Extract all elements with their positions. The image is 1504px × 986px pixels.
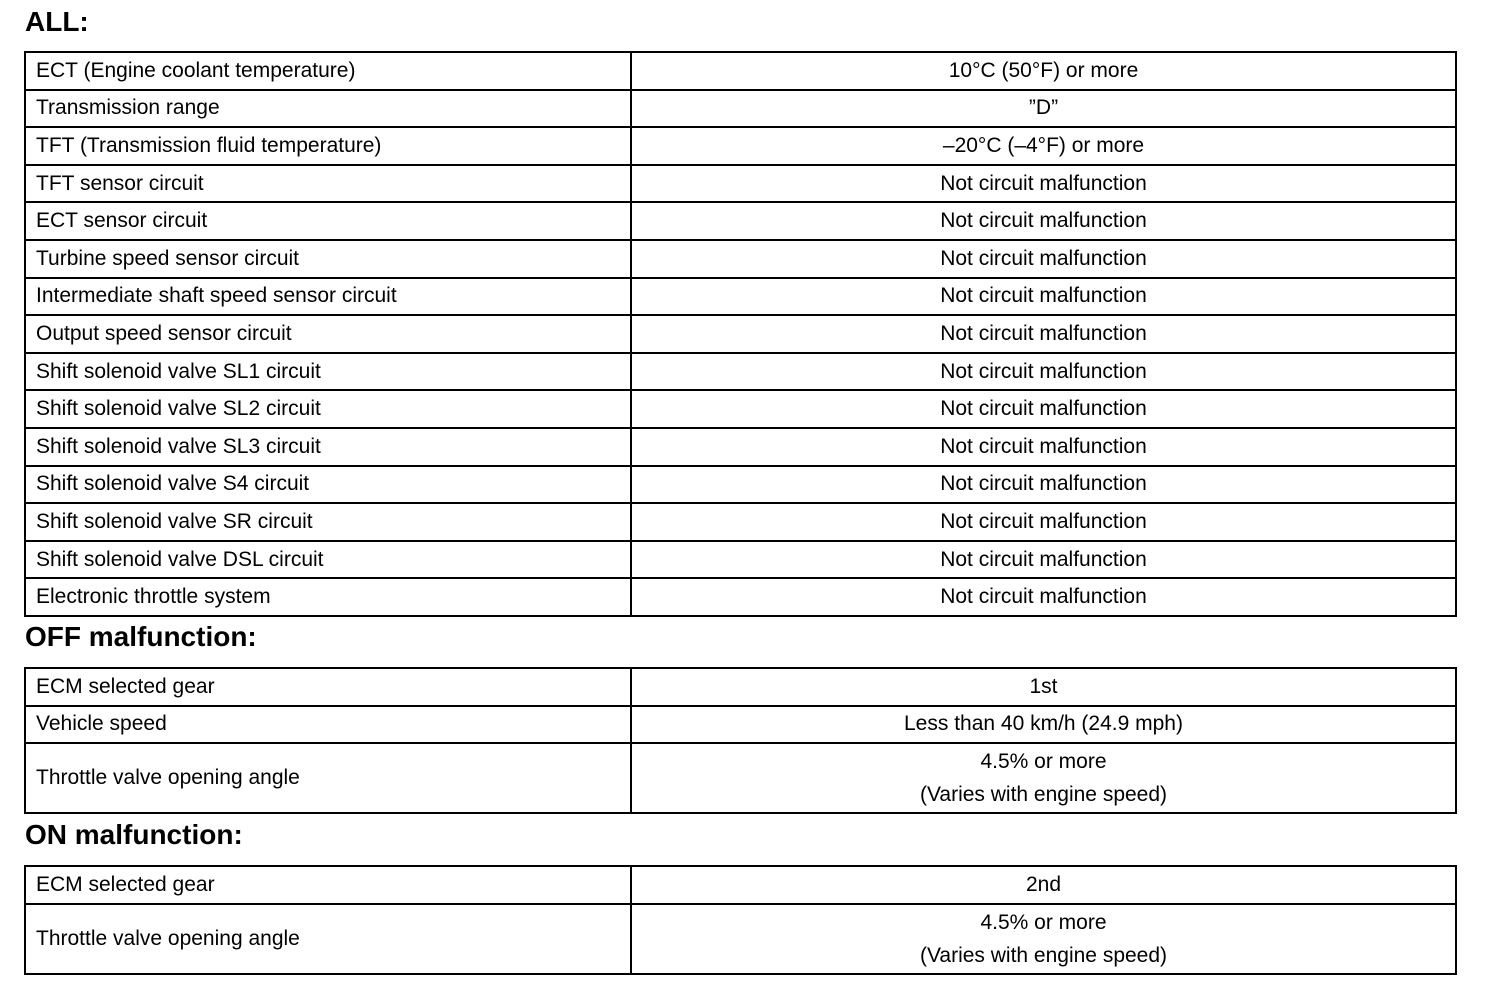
condition-value: Not circuit malfunction [631, 202, 1456, 240]
condition-label: Throttle valve opening angle [25, 904, 631, 974]
condition-value: Not circuit malfunction [631, 541, 1456, 579]
condition-value: 1st [631, 668, 1456, 706]
section-heading-all: ALL: [25, 6, 89, 37]
condition-value: Not circuit malfunction [631, 466, 1456, 504]
condition-label: Shift solenoid valve S4 circuit [25, 466, 631, 504]
condition-value: Less than 40 km/h (24.9 mph) [631, 706, 1456, 744]
condition-value: 10°C (50°F) or more [631, 52, 1456, 90]
condition-value: Not circuit malfunction [631, 315, 1456, 353]
condition-label: ECM selected gear [25, 866, 631, 904]
condition-value: Not circuit malfunction [631, 278, 1456, 316]
condition-value [631, 904, 1456, 974]
condition-label: Intermediate shaft speed sensor circuit [25, 278, 631, 316]
table-row [25, 428, 1456, 466]
condition-value: ”D” [631, 90, 1456, 128]
condition-label: Vehicle speed [25, 706, 631, 744]
condition-value: Not circuit malfunction [631, 353, 1456, 391]
condition-value: Not circuit malfunction [631, 503, 1456, 541]
condition-label: Transmission range [25, 90, 631, 128]
table-row [25, 904, 1456, 974]
on-malfunction-table [24, 865, 1457, 975]
table-row [25, 278, 1456, 316]
table-row [25, 315, 1456, 353]
condition-label: Turbine speed sensor circuit [25, 240, 631, 278]
table-row [25, 743, 1456, 813]
table-row [25, 466, 1456, 504]
table-row [25, 706, 1456, 744]
table-row [25, 866, 1456, 904]
table-row [25, 52, 1456, 90]
condition-label: TFT sensor circuit [25, 165, 631, 203]
condition-label: ECT (Engine coolant temperature) [25, 52, 631, 90]
section-heading-on-malfunction: ON malfunction: [25, 819, 243, 850]
section-heading-off-malfunction: OFF malfunction: [25, 621, 257, 652]
condition-label: Shift solenoid valve SL3 circuit [25, 428, 631, 466]
table-row [25, 668, 1456, 706]
condition-label: ECM selected gear [25, 668, 631, 706]
condition-label: Throttle valve opening angle [25, 743, 631, 813]
condition-value-line: 4.5% or more [980, 910, 1107, 934]
condition-value: Not circuit malfunction [631, 428, 1456, 466]
condition-label: Shift solenoid valve SR circuit [25, 503, 631, 541]
table-row [25, 202, 1456, 240]
condition-value: Not circuit malfunction [631, 578, 1456, 616]
table-row [25, 127, 1456, 165]
condition-value: 2nd [631, 866, 1456, 904]
table-row [25, 503, 1456, 541]
table-row [25, 541, 1456, 579]
condition-label: Electronic throttle system [25, 578, 631, 616]
table-row [25, 240, 1456, 278]
all-conditions-table [24, 51, 1457, 617]
table-row [25, 578, 1456, 616]
condition-label: Shift solenoid valve SL2 circuit [25, 390, 631, 428]
table-row [25, 353, 1456, 391]
condition-value-line: 4.5% or more [980, 750, 1107, 774]
condition-value-note: (Varies with engine speed) [919, 783, 1168, 807]
condition-value: –20°C (–4°F) or more [631, 127, 1456, 165]
condition-label: ECT sensor circuit [25, 202, 631, 240]
off-malfunction-table [24, 667, 1457, 814]
table-row [25, 390, 1456, 428]
condition-label: Shift solenoid valve DSL circuit [25, 541, 631, 579]
condition-label: Shift solenoid valve SL1 circuit [25, 353, 631, 391]
condition-label: Output speed sensor circuit [25, 315, 631, 353]
condition-value [631, 743, 1456, 813]
table-row [25, 165, 1456, 203]
table-row [25, 90, 1456, 128]
condition-value: Not circuit malfunction [631, 390, 1456, 428]
condition-value: Not circuit malfunction [631, 240, 1456, 278]
condition-value: Not circuit malfunction [631, 165, 1456, 203]
condition-value-note: (Varies with engine speed) [919, 943, 1168, 967]
condition-label: TFT (Transmission fluid temperature) [25, 127, 631, 165]
